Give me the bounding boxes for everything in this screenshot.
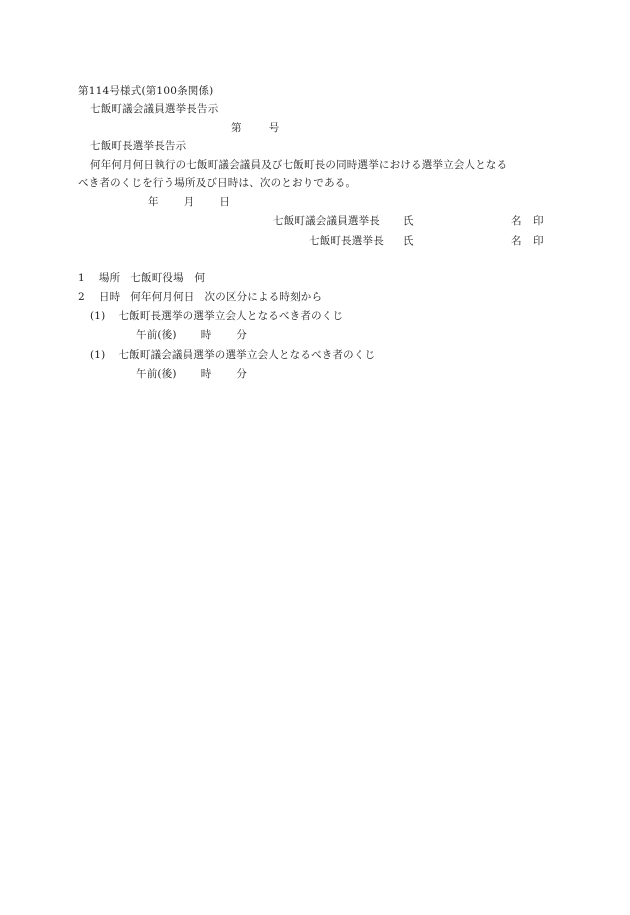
notice-number	[231, 123, 279, 134]
signer-council-mei: 名	[511, 215, 522, 227]
notice-subtitle: 七飯町長選挙長告示	[90, 140, 187, 152]
subitem-council-hour: 時	[200, 368, 212, 380]
notice-title: 七飯町議会議員選挙長告示	[90, 103, 219, 115]
notice-number-go: 号	[268, 122, 280, 134]
item-time-number: 2	[78, 291, 85, 303]
signer-mayor-shi: 氏	[403, 235, 414, 247]
item-time	[78, 292, 322, 303]
subitem-mayor	[90, 311, 343, 322]
date-day: 日	[219, 196, 231, 208]
subitem-mayor-time	[136, 330, 247, 341]
item-place	[78, 273, 205, 284]
notice-number-dai: 第	[231, 122, 242, 134]
subitem-council-minute: 分	[236, 368, 248, 380]
signer-mayor-seal: 印	[533, 235, 544, 247]
subitem-council-time	[136, 369, 247, 380]
body-text-line-1: 何年何月何日執行の七飯町議会議員及び七飯町長の同時選挙における選挙立会人となる	[90, 159, 508, 171]
subitem-mayor-number: (1)	[90, 310, 106, 322]
subitem-mayor-hour: 時	[200, 329, 212, 341]
item-time-label: 日時	[98, 291, 121, 303]
date-year: 年	[148, 196, 159, 208]
signer-mayor-mei: 名	[511, 235, 522, 247]
subitem-mayor-ampm: 午前(後)	[136, 329, 177, 341]
signer-mayor-title: 七飯町長選挙長	[309, 235, 384, 247]
signer-council-shi: 氏	[403, 215, 414, 227]
subitem-council-text: 七飯町議会議員選挙の選挙立会人となるべき者のくじ	[118, 349, 376, 361]
item-place-number: 1	[78, 272, 85, 284]
item-place-label: 場所	[98, 272, 121, 284]
body-text-line-2: べき者のくじを行う場所及び日時は、次のとおりである。	[78, 177, 357, 189]
subitem-council	[90, 350, 375, 361]
signer-council-title: 七飯町議会議員選挙長	[273, 215, 380, 227]
date-month: 月	[183, 196, 195, 208]
item-place-value: 七飯町役場 何	[130, 272, 206, 284]
item-time-value: 何年何月何日	[130, 291, 195, 303]
subitem-mayor-minute: 分	[236, 329, 248, 341]
notice-date	[148, 197, 230, 208]
subitem-council-number: (1)	[90, 349, 106, 361]
subitem-mayor-text: 七飯町長選挙の選挙立会人となるべき者のくじ	[118, 310, 344, 322]
form-number: 第114号様式(第100条関係)	[78, 85, 214, 97]
item-time-note: 次の区分による時刻から	[204, 291, 323, 303]
subitem-council-ampm: 午前(後)	[136, 368, 177, 380]
signer-council-seal: 印	[533, 215, 544, 227]
